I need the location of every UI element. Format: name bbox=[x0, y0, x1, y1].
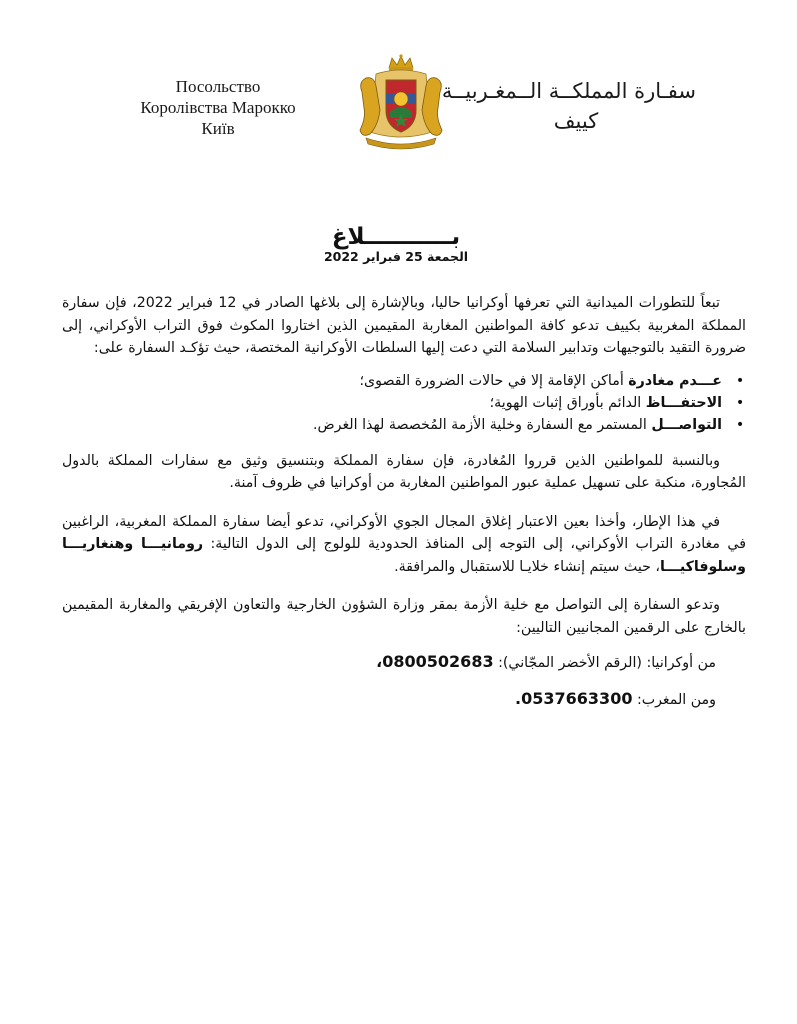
header-left-line-3: Київ bbox=[201, 119, 235, 138]
contact-numbers bbox=[62, 649, 746, 713]
paragraph-3: في هذا الإطار، وأخذا بعين الاعتبار إغلاق المجال الجوي الأوكراني، تدعو أيضا سفارة المملكة المغربية، الراغبين في مغادرة التراب الأوكراني، إلى التوجه إلى المنافذ الحدودية للولوج إلى الدول التالية: رومانيـــا وهنغاريـــا وسلوفاكيـــا، حيث سيتم إنشاء خلايـا للاستقبال والمرافقة. bbox=[62, 513, 746, 575]
header-left-line-1: Посольство bbox=[175, 77, 261, 96]
document-date: الجمعة 25 فبراير 2022 bbox=[323, 249, 469, 264]
list-item: • الاحتفـــاظ الدائم بأوراق إثبات الهوية؛ bbox=[489, 394, 745, 411]
paragraph-2: وبالنسبة للمواطنين الذين قرروا المُغادرة، فإن سفارة المملكة وبتنسيق وثيق مع سفارات المملكة بالدول المُجاورة، منكبة على تسهيل عملية عبور المواطنين المغاربة من أوكرانيا في ظروف آمنة. bbox=[62, 452, 746, 491]
list-item: • عـــدم مغادرة أماكن الإقامة إلا في حالات الضرورة القصوى؛ bbox=[359, 372, 745, 389]
header-arabic bbox=[441, 76, 696, 136]
bullet-list bbox=[62, 370, 746, 436]
phone-number-morocco: 0537663300. bbox=[515, 689, 633, 708]
document-body bbox=[62, 292, 746, 713]
phone-number-ukraine: 0800502683، bbox=[376, 652, 494, 671]
header-ukrainian bbox=[118, 76, 318, 139]
contact-ukraine: من أوكرانيا: (الرقم الأخضر المجّاني): 0800502683، bbox=[376, 652, 716, 671]
document-title: بـــــــــــلاغ bbox=[331, 224, 461, 250]
header-right-line-1: سفـارة المملكــة الــمغـربيــة bbox=[441, 79, 696, 103]
contact-morocco: ومن المغرب: 0537663300. bbox=[515, 689, 716, 708]
list-item: • التواصـــل المستمر مع السفارة وخلية الأزمة المُخصصة لهذا الغرض. bbox=[312, 416, 745, 433]
moroccan-coat-of-arms-emblem bbox=[356, 52, 446, 152]
paragraph-1: تبعاً للتطورات الميدانية التي تعرفها أوكرانيا حاليا، وبالإشارة إلى بلاغها الصادر في 12 فبراير 2022، فإن سفارة المملكة المغربية بكييف تدعو كافة المواطنين المغاربة المقيمين الذين اختاروا المكوث فوق التراب الأوكراني، إلى ضرورة التقيد بالتوجيهات وتدابير السلامة التي دعت إليها السلطات الأوكرانية المختصة، حيث تؤكـد السفارة على: bbox=[62, 295, 746, 356]
paragraph-4: وتدعو السفارة إلى التواصل مع خلية الأزمة بمقر وزارة الشؤون الخارجية والتعاون الإفريقي والمغاربة المقيمين بالخارج على الرقمين المجانيين التاليين: bbox=[62, 597, 746, 636]
header-right-line-2: كييف bbox=[553, 109, 599, 133]
countries-list: رومانيـــا وهنغاريـــا وسلوفاكيـــا bbox=[62, 536, 746, 575]
header-left-line-2: Королівства Марокко bbox=[140, 98, 296, 117]
